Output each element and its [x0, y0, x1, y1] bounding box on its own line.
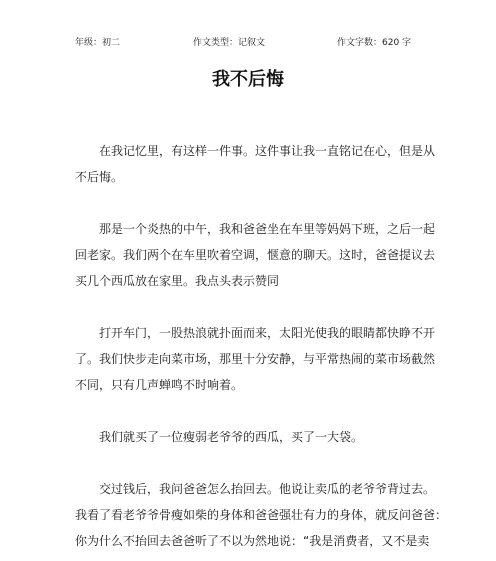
paragraph-5-line-1: 交过钱后，我问爸爸怎么抬回去。他说让卖瓜的老爷爷背过去。 [99, 482, 436, 496]
paragraph-2-line-1: 那是一个炎热的中午，我和爸爸坐在车里等妈妈下班，之后一起 [99, 222, 436, 236]
paragraph-3 [75, 320, 435, 398]
paragraph-2-line-3: 买几个西瓜放在家里。我点头表示赞同 [75, 274, 280, 288]
paragraph-3-line-1: 打开车门，一股热浪就扑面而来，太阳光使我的眼睛都快睁不开 [99, 326, 436, 340]
essay-title: 我不后悔 [212, 69, 284, 90]
paragraph-4-line-1: 我们就买了一位瘦弱老爷爷的西瓜，买了一大袋。 [99, 430, 364, 444]
word-count-label: 作文字数：620 字 [337, 38, 412, 48]
essay-type-label: 作文类型：记叙文 [193, 38, 266, 48]
paragraph-2-line-2: 回老家。我们两个在车里吹着空调，惬意的聊天。这时，爸爸提议去 [75, 248, 436, 262]
paragraph-5-line-2: 我看了看老爷爷骨瘦如柴的身体和爸爸强壮有力的身体，就反问爸爸： [75, 508, 448, 522]
essay-body [75, 138, 448, 561]
paragraph-4 [75, 424, 435, 450]
essay-meta-row [75, 35, 415, 51]
paragraph-1-line-2: 不后悔。 [75, 170, 124, 184]
paragraph-5 [75, 476, 448, 554]
paragraph-3-line-2: 了。我们快步走向菜市场，那里十分安静，与平常热闹的菜市场截然 [75, 352, 436, 366]
paragraph-2 [75, 216, 435, 294]
paragraph-1 [75, 138, 435, 190]
paragraph-1-line-1: 在我记忆里，有这样一件事。这件事让我一直铭记在心，但是从 [99, 144, 436, 158]
paragraph-5-line-3: 你为什么不抬回去爸爸听了不以为然地说：“我是消费者，又不是卖 [75, 534, 430, 548]
paragraph-3-line-3: 不同，只有几声蝉鸣不时响着。 [75, 378, 244, 392]
grade-label: 年级：初二 [75, 38, 121, 48]
